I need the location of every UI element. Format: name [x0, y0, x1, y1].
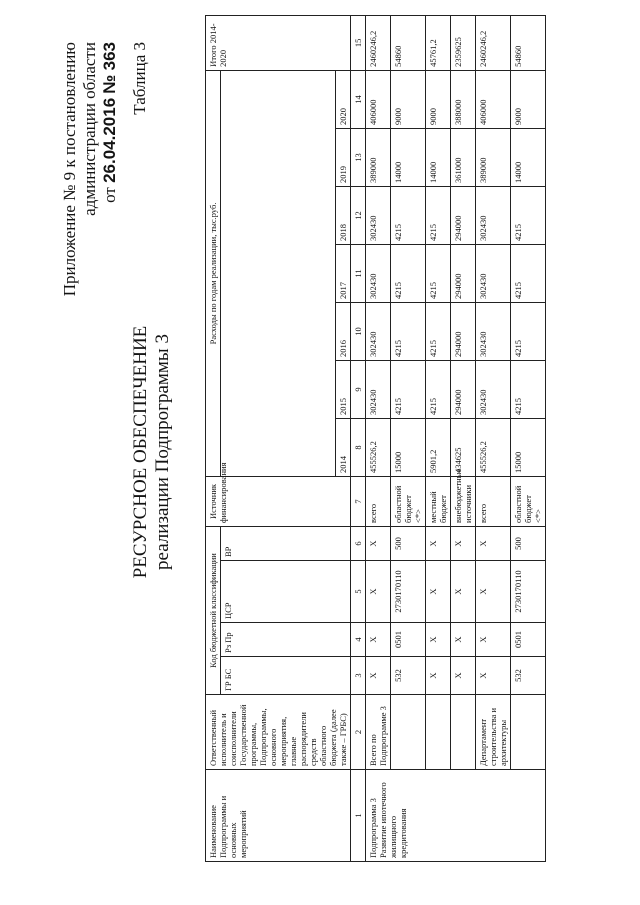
- title-line-1: РЕСУРСНОЕ ОБЕСПЕЧЕНИЕ: [130, 325, 151, 579]
- source-cell: областной бюджет <*>: [511, 476, 546, 526]
- idx-12: 12: [351, 186, 366, 244]
- rzpr-cell: 0501: [511, 623, 546, 657]
- source-cell: всего: [366, 476, 391, 526]
- year-value-cell: 294000: [451, 360, 476, 418]
- source-cell: местный бюджет: [426, 476, 451, 526]
- year-2019: 2019: [336, 128, 351, 186]
- column-index-row: [351, 15, 366, 861]
- vr-cell: X: [451, 526, 476, 560]
- year-value-cell: 389000: [476, 128, 511, 186]
- year-value-cell: 4215: [391, 186, 426, 244]
- total-cell: 2460246,2: [476, 15, 511, 70]
- year-spacer: [221, 70, 336, 476]
- number-value: 363: [100, 42, 119, 71]
- total-cell: 54860: [391, 15, 426, 70]
- responsible-cell: Департамент строительства и архитектуры: [476, 695, 511, 770]
- csr-cell: X: [451, 561, 476, 623]
- year-value-cell: 15000: [511, 418, 546, 476]
- vr-cell: X: [366, 526, 391, 560]
- responsible-cell: [451, 695, 476, 770]
- year-value-cell: 4215: [426, 302, 451, 360]
- year-value-cell: 294000: [451, 302, 476, 360]
- year-value-cell: 388000: [451, 70, 476, 128]
- year-value-cell: 302430: [366, 244, 391, 302]
- resource-table: [205, 15, 546, 862]
- source-cell: внебюджетные источники: [451, 476, 476, 526]
- responsible-cell: [391, 695, 426, 770]
- total-cell: 45761,2: [426, 15, 451, 70]
- total-cell: 54860: [511, 15, 546, 70]
- csr-cell: 2730170110: [511, 561, 546, 623]
- source-cell: областной бюджет <*>: [391, 476, 426, 526]
- grbs-cell: X: [426, 657, 451, 695]
- year-value-cell: 4215: [391, 244, 426, 302]
- year-value-cell: 434625: [451, 418, 476, 476]
- responsible-cell: Всего по Подпрограмме 3: [366, 695, 391, 770]
- idx-11: 11: [351, 244, 366, 302]
- idx-9: 9: [351, 360, 366, 418]
- responsible-cell: [511, 695, 546, 770]
- csr-cell: X: [366, 561, 391, 623]
- vr-cell: X: [476, 526, 511, 560]
- year-2020: 2020: [336, 70, 351, 128]
- col-budget-code-header: Код бюджетной классификации: [206, 526, 221, 694]
- year-value-cell: 4215: [511, 360, 546, 418]
- col-grbs-header: ГР БС: [221, 657, 351, 695]
- col-rzpr-header: Рз Пр: [221, 623, 351, 657]
- year-value-cell: 4215: [426, 186, 451, 244]
- grbs-cell: 532: [391, 657, 426, 695]
- rzpr-cell: 0501: [391, 623, 426, 657]
- grbs-cell: X: [476, 657, 511, 695]
- idx-5: 5: [351, 561, 366, 623]
- rzpr-cell: X: [476, 623, 511, 657]
- csr-cell: X: [426, 561, 451, 623]
- year-value-cell: 4215: [391, 360, 426, 418]
- year-value-cell: 14000: [426, 128, 451, 186]
- responsible-cell: [426, 695, 451, 770]
- year-value-cell: 14000: [511, 128, 546, 186]
- year-value-cell: 455526,2: [476, 418, 511, 476]
- year-value-cell: 9000: [391, 70, 426, 128]
- year-value-cell: 4215: [511, 244, 546, 302]
- appendix-date-line: [100, 42, 120, 296]
- year-2017: 2017: [336, 244, 351, 302]
- table-row: [476, 15, 511, 861]
- table-label: Таблица 3: [130, 42, 149, 115]
- csr-cell: X: [476, 561, 511, 623]
- document-title: [130, 42, 174, 862]
- grbs-cell: 532: [511, 657, 546, 695]
- col-total-header: Итого 2014-2020: [206, 15, 351, 70]
- year-2014: 2014: [336, 418, 351, 476]
- year-value-cell: 4215: [511, 186, 546, 244]
- year-value-cell: 14000: [391, 128, 426, 186]
- csr-cell: 2730170110: [391, 561, 426, 623]
- grbs-cell: X: [366, 657, 391, 695]
- year-value-cell: 294000: [451, 244, 476, 302]
- rzpr-cell: X: [426, 623, 451, 657]
- year-value-cell: 4215: [511, 302, 546, 360]
- appendix-line-2: администрации области: [80, 42, 99, 216]
- vr-cell: 500: [391, 526, 426, 560]
- year-value-cell: 302430: [476, 186, 511, 244]
- table-row: [451, 15, 476, 861]
- vr-cell: 500: [511, 526, 546, 560]
- appendix-line-1: Приложение № 9 к постановлению: [60, 42, 79, 297]
- idx-8: 8: [351, 418, 366, 476]
- date-prefix: от: [100, 187, 119, 203]
- idx-3: 3: [351, 657, 366, 695]
- appendix-header: [60, 42, 120, 296]
- table-row: [426, 15, 451, 861]
- year-value-cell: 4215: [426, 360, 451, 418]
- year-value-cell: 302430: [476, 302, 511, 360]
- grbs-cell: X: [451, 657, 476, 695]
- total-cell: 2460246,2: [366, 15, 391, 70]
- vr-cell: X: [426, 526, 451, 560]
- idx-4: 4: [351, 623, 366, 657]
- year-value-cell: 302430: [366, 302, 391, 360]
- col-expenses-header: Расходы по годам реализации, тыс.руб.: [206, 70, 221, 476]
- number-prefix: №: [100, 74, 119, 94]
- header-row-1: [206, 15, 221, 861]
- year-value-cell: 302430: [366, 360, 391, 418]
- year-value-cell: 9000: [426, 70, 451, 128]
- year-value-cell: 4215: [426, 244, 451, 302]
- year-value-cell: 406000: [366, 70, 391, 128]
- year-value-cell: 302430: [476, 244, 511, 302]
- rzpr-cell: X: [451, 623, 476, 657]
- year-value-cell: 406000: [476, 70, 511, 128]
- year-value-cell: 302430: [476, 360, 511, 418]
- year-value-cell: 4215: [391, 302, 426, 360]
- col-name-header: Наименование Подпрограммы и основных мероприятий: [206, 770, 351, 862]
- idx-7: 7: [351, 476, 366, 526]
- idx-6: 6: [351, 526, 366, 560]
- year-value-cell: 15000: [391, 418, 426, 476]
- table-body: [366, 15, 546, 861]
- rzpr-cell: X: [366, 623, 391, 657]
- table-row: [391, 15, 426, 861]
- rotated-page: [60, 23, 580, 862]
- table-row: [511, 15, 546, 861]
- year-value-cell: 389000: [366, 128, 391, 186]
- year-value-cell: 302430: [366, 186, 391, 244]
- date-value: 26.04.2016: [100, 97, 119, 183]
- year-value-cell: 294000: [451, 186, 476, 244]
- year-value-cell: 5901,2: [426, 418, 451, 476]
- col-vr-header: ВР: [221, 526, 351, 560]
- idx-13: 13: [351, 128, 366, 186]
- year-value-cell: 9000: [511, 70, 546, 128]
- year-2015: 2015: [336, 360, 351, 418]
- col-source-header: Источник финансирования: [206, 476, 351, 526]
- col-responsible-header: Ответственный исполнитель и соисполнители Государственной программы, Подпрограммы, основного мероприятия, главные распорядители средств областного бюджета (далее также – ГРБС): [206, 695, 351, 770]
- year-value-cell: 361000: [451, 128, 476, 186]
- col-csr-header: ЦСР: [221, 561, 351, 623]
- idx-14: 14: [351, 70, 366, 128]
- idx-15: 15: [351, 15, 366, 70]
- idx-10: 10: [351, 302, 366, 360]
- idx-2: 2: [351, 695, 366, 770]
- year-2016: 2016: [336, 302, 351, 360]
- year-2018: 2018: [336, 186, 351, 244]
- total-cell: 2359625: [451, 15, 476, 70]
- table-row: [366, 15, 391, 861]
- program-name-cell: Подпрограмма 3 Развитие ипотечного жилищного кредитования: [366, 770, 546, 862]
- year-value-cell: 455526,2: [366, 418, 391, 476]
- source-cell: всего: [476, 476, 511, 526]
- idx-1: 1: [351, 770, 366, 862]
- title-line-2: реализации Подпрограммы 3: [152, 334, 173, 570]
